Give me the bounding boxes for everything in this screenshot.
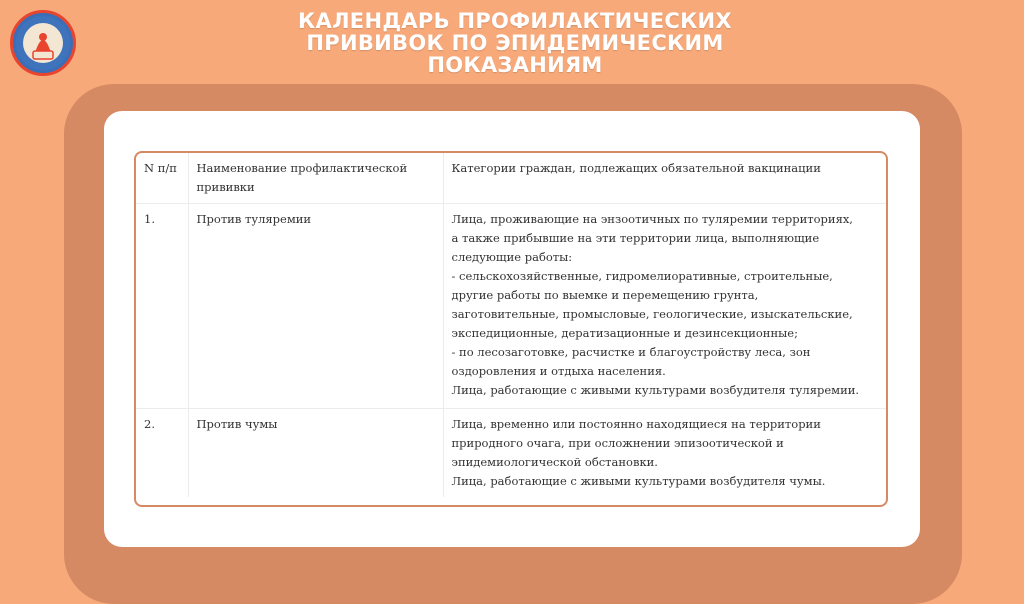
row-vaccination-name: Против чумы bbox=[188, 409, 443, 498]
category-line: Лица, работающие с живыми культурами возбудителя туляремии. bbox=[451, 383, 860, 397]
category-line: заготовительные, промысловые, геологические, изыскательские, bbox=[451, 307, 853, 321]
row-citizen-categories bbox=[443, 204, 886, 409]
table-row bbox=[136, 204, 886, 409]
category-line: экспедиционные, дератизационные и дезинсекционные; bbox=[451, 326, 798, 340]
row-number: 2. bbox=[136, 409, 188, 498]
category-line: оздоровления и отдыха населения. bbox=[451, 364, 666, 378]
category-line: а также прибывшие на эти территории лица, выполняющие bbox=[451, 231, 820, 245]
category-line: Лица, работающие с живыми культурами возбудителя чумы. bbox=[451, 474, 826, 488]
title-line: КАЛЕНДАРЬ ПРОФИЛАКТИЧЕСКИХ bbox=[298, 9, 732, 33]
header-vaccination-name: Наименование профилактической прививки bbox=[188, 153, 443, 204]
title-line: ПОКАЗАНИЯМ bbox=[427, 53, 603, 77]
row-vaccination-name: Против туляремии bbox=[188, 204, 443, 409]
category-line: Лица, проживающие на энзоотичных по туляремии территориях, bbox=[451, 212, 853, 226]
slide-title bbox=[230, 10, 800, 76]
row-number: 1. bbox=[136, 204, 188, 409]
category-line: Лица, временно или постоянно находящиеся на территории bbox=[451, 417, 821, 431]
vaccination-table bbox=[134, 151, 888, 507]
row-citizen-categories bbox=[443, 409, 886, 498]
category-line: другие работы по выемке и перемещению грунта, bbox=[451, 288, 759, 302]
header-citizen-categories: Категории граждан, подлежащих обязательной вакцинации bbox=[443, 153, 886, 204]
category-line: природного очага, при осложнении эпизоотической и bbox=[451, 436, 784, 450]
category-line: - сельскохозяйственные, гидромелиоративные, строительные, bbox=[451, 269, 833, 283]
title-line: ПРИВИВОК ПО ЭПИДЕМИЧЕСКИМ bbox=[306, 31, 724, 55]
table-row bbox=[136, 409, 886, 498]
category-line: - по лесозаготовке, расчистке и благоустройству леса, зон bbox=[451, 345, 811, 359]
category-line: эпидемиологической обстановки. bbox=[451, 455, 658, 469]
emblem-icon bbox=[10, 10, 76, 76]
header-number: N п/п bbox=[136, 153, 188, 204]
table-header-row bbox=[136, 153, 886, 204]
category-line: следующие работы: bbox=[451, 250, 573, 264]
